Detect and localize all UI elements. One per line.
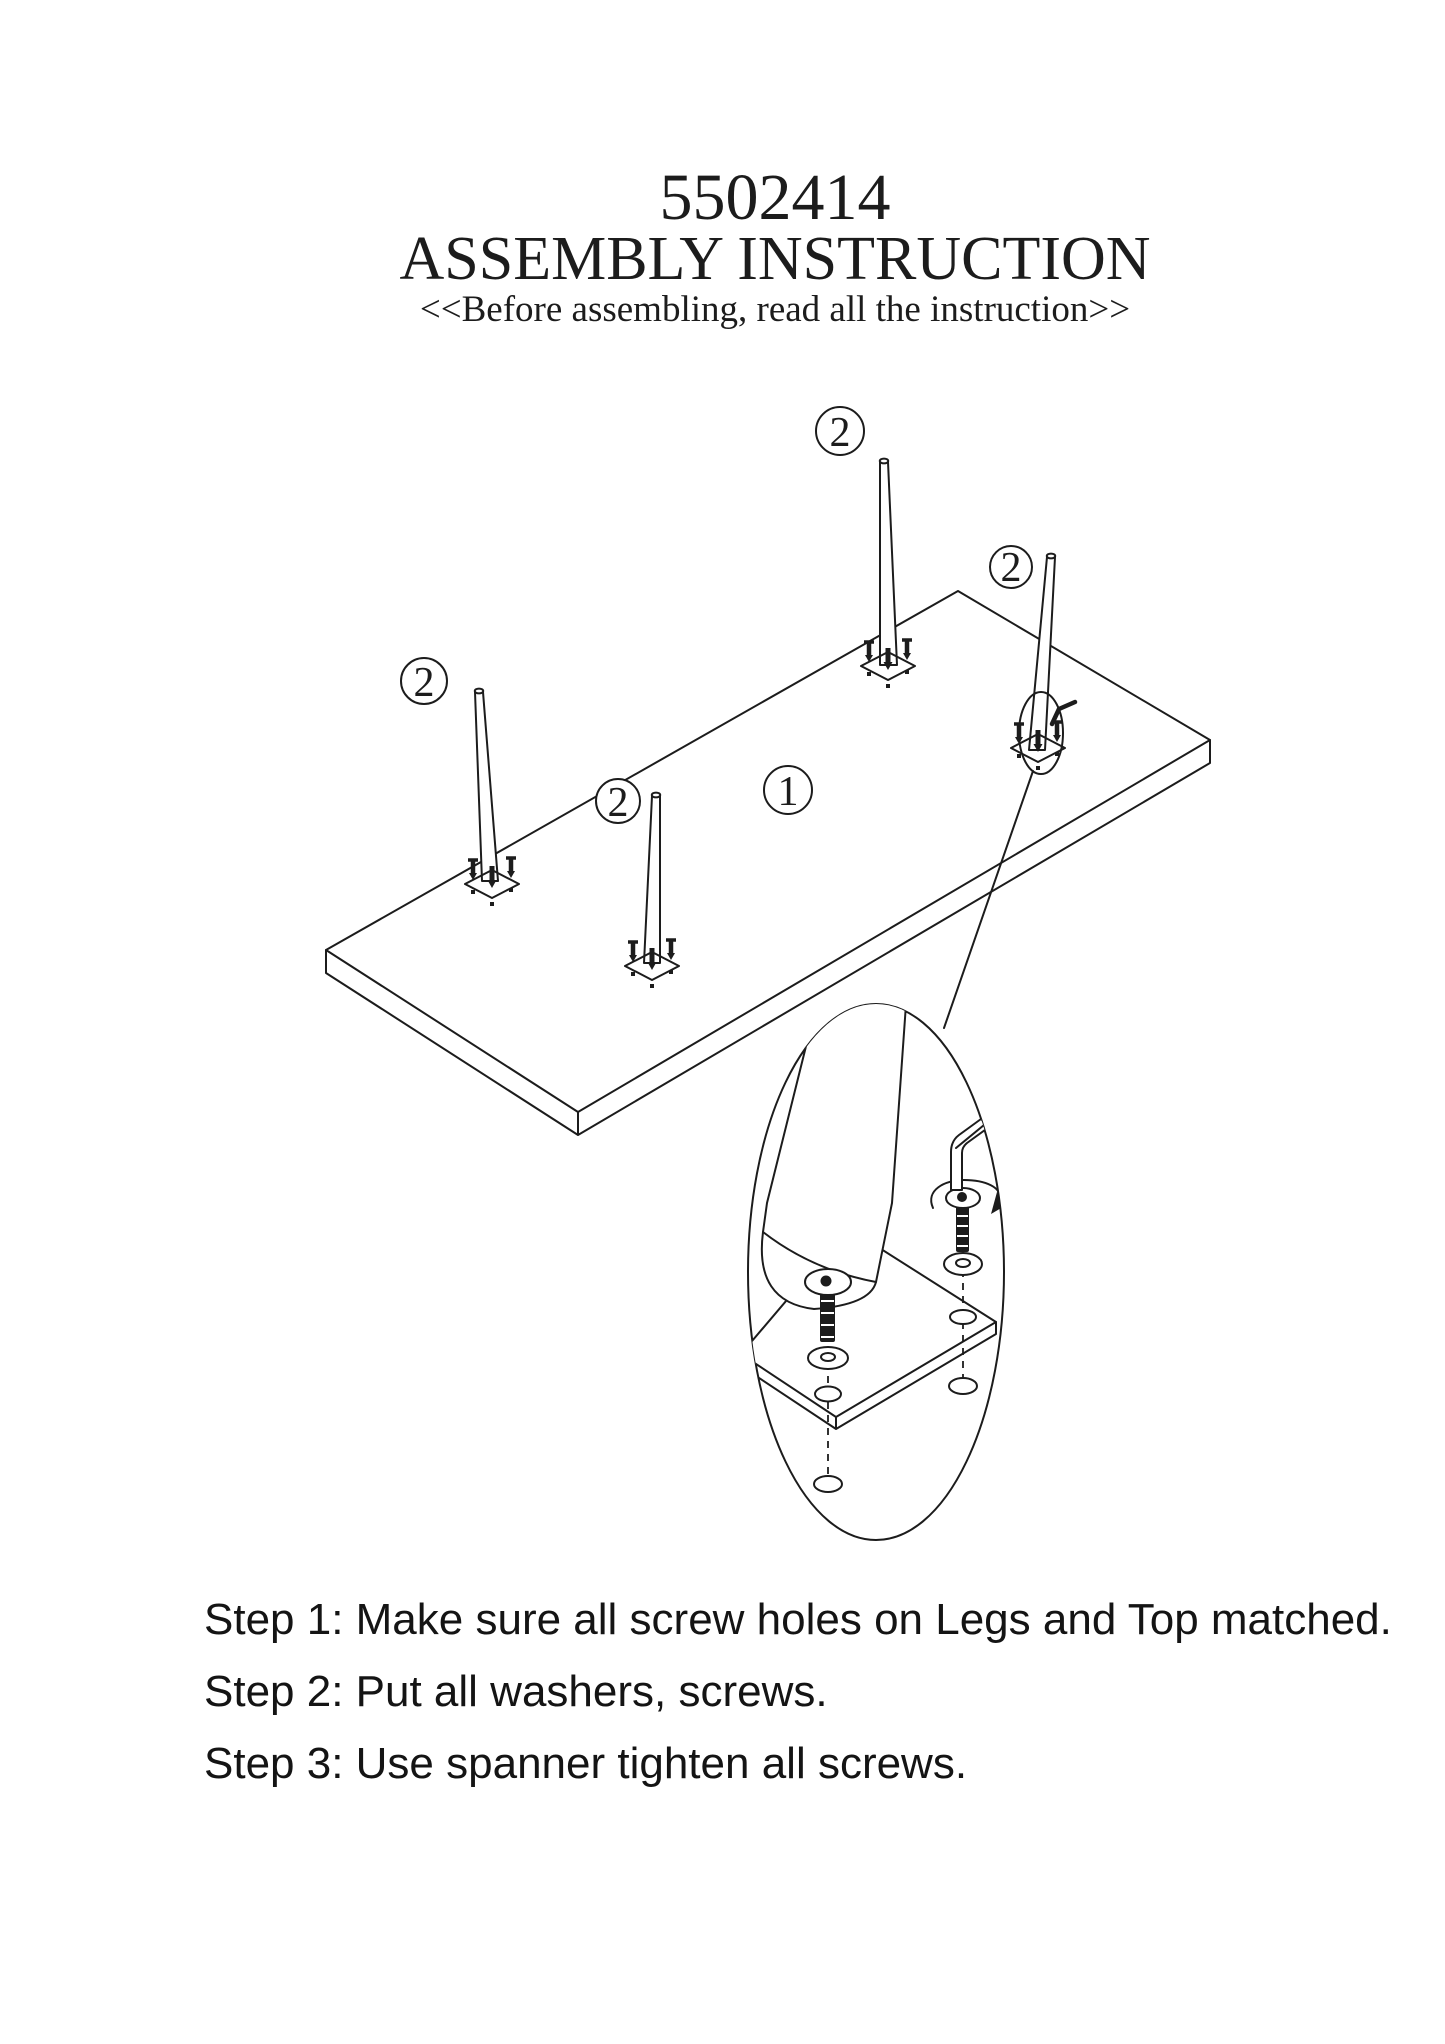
table-top-surface [326,591,1210,1112]
svg-text:2: 2 [829,410,851,456]
plate-hole [950,1310,976,1324]
step-3: Step 3: Use spanner tighten all screws. [204,1739,968,1788]
top-hole [814,1476,842,1492]
svg-text:2: 2 [1000,545,1022,591]
part-label-leg-back [816,407,864,456]
plate-hole [815,1387,841,1402]
leg-left [475,689,498,881]
step-1: Step 1: Make sure all screw holes on Legs and Top matched. [204,1595,1392,1644]
top-hole [949,1378,977,1394]
page-title: ASSEMBLY INSTRUCTION [399,225,1151,293]
part-label-table-top [764,766,812,815]
part-number: 5502414 [659,161,891,234]
part-label-leg-right [990,545,1032,591]
assembly-steps [204,1595,1392,1814]
step-2: Step 2: Put all washers, screws. [204,1667,828,1716]
page-subtitle: <<Before assembling, read all the instruction>> [419,289,1131,330]
svg-text:2: 2 [413,660,435,706]
part-label-leg-left [401,658,447,706]
table-top-panel [326,591,1210,1135]
detail-callout [741,990,1008,1540]
leg-back [880,459,897,665]
svg-text:1: 1 [777,769,799,815]
svg-text:2: 2 [607,780,629,826]
